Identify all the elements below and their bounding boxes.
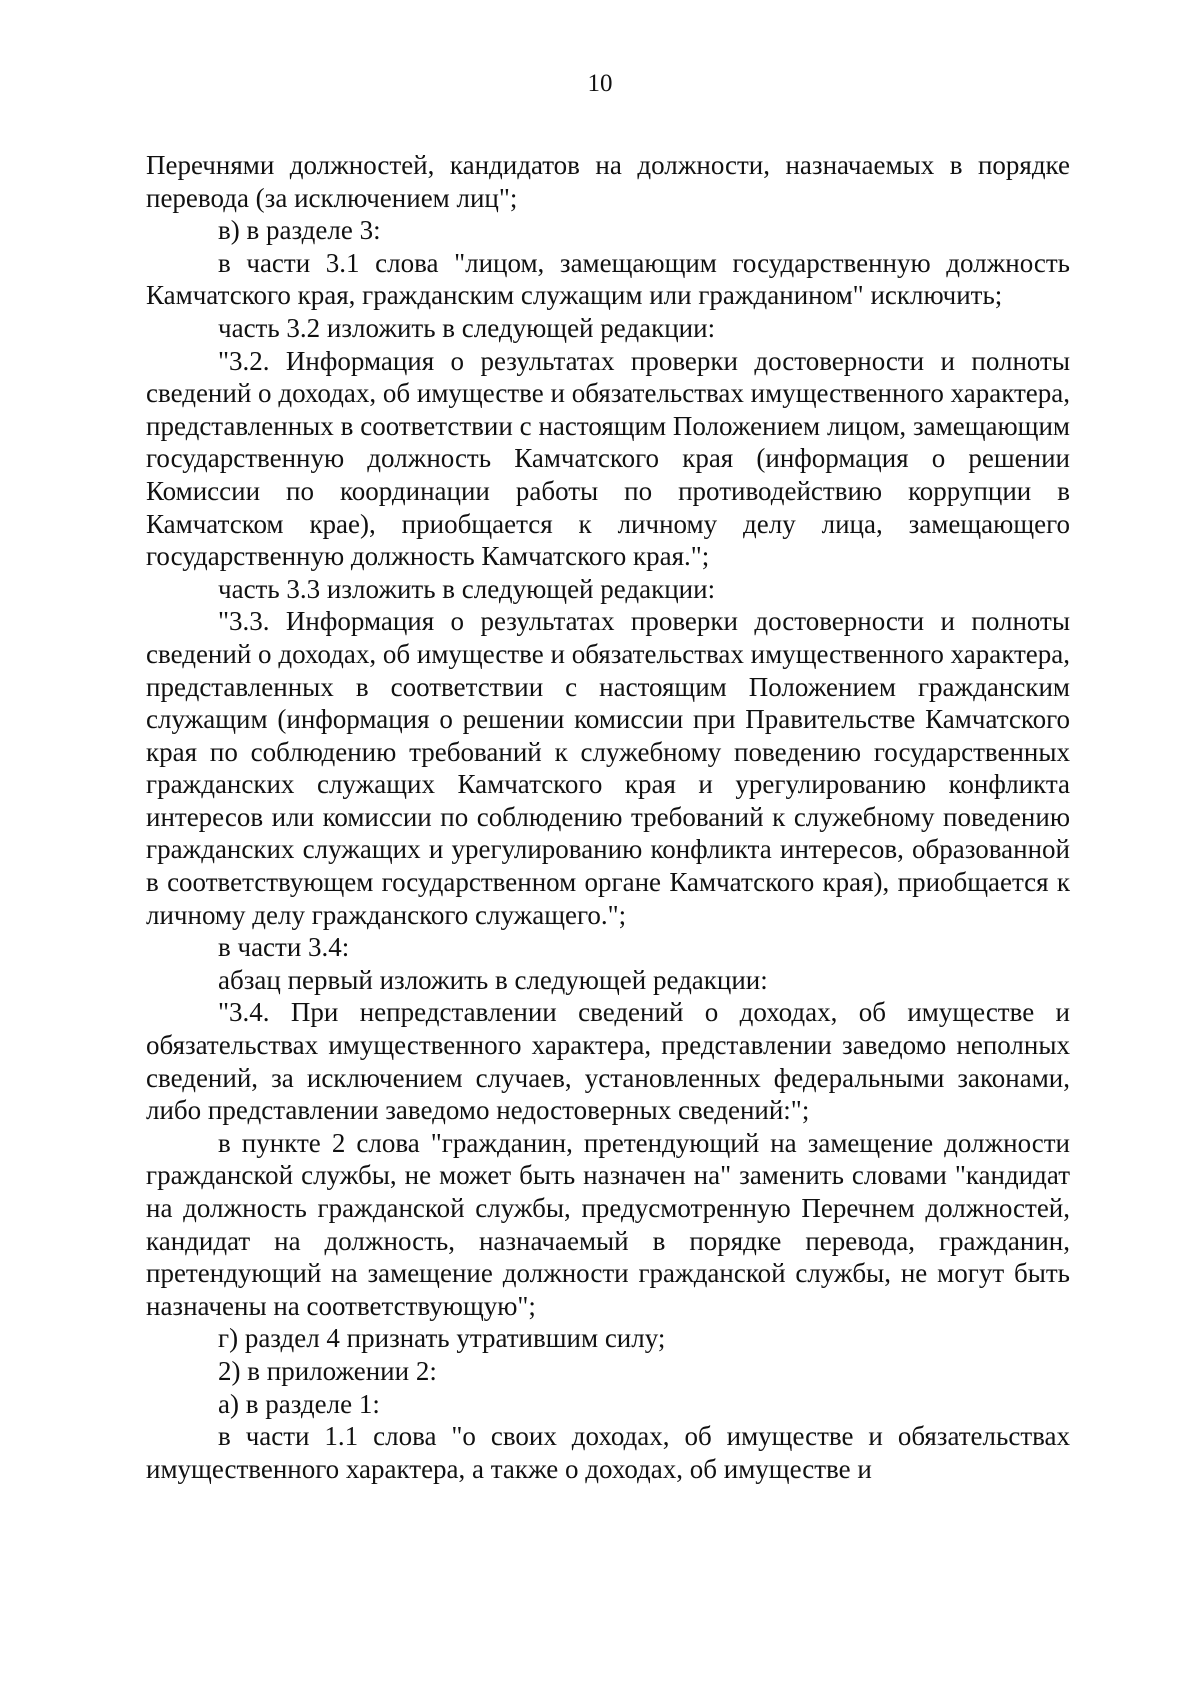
paragraph-9: абзац первый изложить в следующей редакции: xyxy=(218,964,768,995)
paragraph-14: а) в разделе 1: xyxy=(218,1388,380,1419)
paragraph-6: часть 3.3 изложить в следующей редакции: xyxy=(218,573,716,604)
paragraph-5: "3.2. Информация о результатах проверки достоверности и полноты сведений о доходах, об имуществе и обязательствах имущественного характера, представленных в соответствии с настоящим Положением лицом, замещающим государственную должность Камчатского края (информация о решении Комиссии по координации работы по противодействию коррупции в Камчатском крае), приобщается к личному делу лица, замещающего государственную должность Камчатского края."; xyxy=(146,345,1070,572)
paragraph-7: "3.3. Информация о результатах проверки достоверности и полноты сведений о доходах, об имуществе и обязательствах имущественного характера, представленных в соответствии с настоящим Положением гражданским служащим (информация о решении комиссии при Правительстве Камчатского края по соблюдению требований к служебному поведению государственных гражданских служащих Камчатского края и урегулированию конфликта интересов или комиссии по соблюдению требований к служебному поведению гражданских служащих и урегулированию конфликта интересов, образованной в соответствующем государственном органе Камчатского края), приобщается к личному делу гражданского служащего."; xyxy=(146,606,1070,930)
page-number: 10 xyxy=(587,70,613,97)
paragraph-10: "3.4. При непредставлении сведений о доходах, об имуществе и обязательствах имущественного характера, представлении заведомо неполных сведений, за исключением случаев, установленных федеральными законами, либо представлении заведомо недостоверных сведений:"; xyxy=(146,997,1070,1126)
paragraph-1: Перечнями должностей, кандидатов на должности, назначаемых в порядке перевода (за исключением лиц"; xyxy=(146,150,1070,213)
paragraph-11: в пункте 2 слова "гражданин, претендующий на замещение должности гражданской службы, не может быть назначен на" заменить словами "кандидат на должность гражданской службы, предусмотренную Перечнем должностей, кандидат на должность, назначаемый в порядке перевода, гражданин, претендующий на замещение должности гражданской службы, не могут быть назначены на соответствующую"; xyxy=(146,1127,1070,1321)
paragraph-15: в части 1.1 слова "о своих доходах, об имуществе и обязательствах имущественного характера, а также о доходах, об имуществе и xyxy=(146,1421,1070,1484)
paragraph-13: 2) в приложении 2: xyxy=(218,1355,437,1386)
document-body xyxy=(146,149,1070,1485)
paragraph-3: в части 3.1 слова "лицом, замещающим государственную должность Камчатского края, гражданским служащим или гражданином" исключить; xyxy=(146,247,1070,311)
paragraph-4: часть 3.2 изложить в следующей редакции: xyxy=(218,312,716,343)
paragraph-2: в) в разделе 3: xyxy=(218,215,381,246)
paragraph-12: г) раздел 4 признать утратившим силу; xyxy=(218,1323,666,1354)
paragraph-8: в части 3.4: xyxy=(218,932,350,963)
